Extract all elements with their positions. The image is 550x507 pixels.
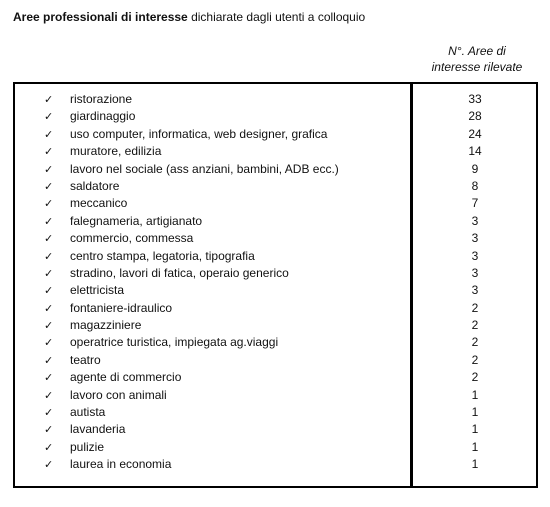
table-row (13, 230, 538, 247)
checkmark-icon: ✓ (44, 284, 54, 298)
table-row (13, 161, 538, 178)
count-column-header-line1: N°. Aree di (448, 44, 506, 58)
row-count: 2 (471, 352, 479, 367)
row-label: meccanico (70, 196, 128, 211)
count-column-header (412, 43, 542, 75)
table-row (13, 334, 538, 351)
checkmark-icon: ✓ (44, 197, 54, 211)
row-label: pulizie (70, 439, 105, 454)
row-count: 24 (468, 126, 482, 141)
row-label: autista (70, 405, 106, 420)
table-row (13, 404, 538, 421)
row-label: magazziniere (70, 318, 142, 333)
row-count: 9 (471, 161, 479, 176)
row-label: operatrice turistica, impiegata ag.viaggi (70, 335, 279, 350)
row-count: 3 (471, 231, 479, 246)
checkmark-icon: ✓ (44, 353, 54, 367)
table-body (13, 91, 538, 474)
table-row (13, 317, 538, 334)
checkmark-icon: ✓ (44, 440, 54, 454)
table-row (13, 439, 538, 456)
row-label: lavoro nel sociale (ass anziani, bambini, ADB ecc.) (70, 161, 339, 176)
table-row (13, 108, 538, 125)
table-row (13, 456, 538, 473)
row-label: lavoro con animali (70, 387, 167, 402)
table-row (13, 143, 538, 160)
table-row (13, 265, 538, 282)
checkmark-icon: ✓ (44, 214, 54, 228)
row-label: muratore, edilizia (70, 144, 162, 159)
row-label: uso computer, informatica, web designer, grafica (70, 126, 328, 141)
row-count: 2 (471, 335, 479, 350)
checkmark-icon: ✓ (44, 93, 54, 106)
row-label: lavanderia (70, 422, 126, 437)
row-count: 2 (471, 370, 479, 385)
title-rest-part: dichiarate dagli utenti a colloquio (187, 10, 366, 24)
row-label: fontaniere-idraulico (70, 300, 173, 315)
table-row (13, 248, 538, 265)
table-row (13, 126, 538, 143)
checkmark-icon: ✓ (44, 423, 54, 437)
row-label: agente di commercio (70, 370, 182, 385)
row-count: 1 (471, 422, 479, 437)
checkmark-icon: ✓ (44, 371, 54, 385)
table-row (13, 369, 538, 386)
table-row (13, 91, 538, 108)
row-count: 33 (468, 92, 482, 106)
row-label: teatro (70, 352, 101, 367)
count-column-header-line2: interesse rilevate (431, 60, 523, 74)
checkmark-icon: ✓ (44, 110, 54, 124)
row-count: 2 (471, 318, 479, 333)
row-count: 1 (471, 405, 479, 420)
checkmark-icon: ✓ (44, 388, 54, 402)
checkmark-icon: ✓ (44, 458, 54, 472)
checkmark-icon: ✓ (44, 145, 54, 159)
table-row (13, 178, 538, 195)
table-row (13, 387, 538, 404)
row-label: elettricista (70, 283, 125, 298)
checkmark-icon: ✓ (44, 319, 54, 333)
table-row (13, 282, 538, 299)
row-count: 1 (471, 457, 479, 472)
table-row (13, 300, 538, 317)
row-label: giardinaggio (70, 109, 136, 124)
row-count: 28 (468, 109, 482, 124)
checkmark-icon: ✓ (44, 406, 54, 420)
row-label: ristorazione (70, 92, 133, 106)
row-count: 7 (471, 196, 479, 211)
checkmark-icon: ✓ (44, 179, 54, 193)
table-row (13, 352, 538, 369)
title-bold-part: Aree professionali di interesse (13, 10, 188, 24)
table-row (13, 213, 538, 230)
checkmark-icon: ✓ (44, 301, 54, 315)
row-count: 1 (471, 387, 479, 402)
checkmark-icon: ✓ (44, 266, 54, 280)
row-count: 8 (471, 178, 479, 193)
row-label: centro stampa, legatoria, tipografia (70, 248, 255, 263)
row-count: 3 (471, 248, 479, 263)
checkmark-icon: ✓ (44, 249, 54, 263)
checkmark-icon: ✓ (44, 232, 54, 246)
row-label: saldatore (70, 178, 120, 193)
checkmark-icon: ✓ (44, 127, 54, 141)
row-count: 3 (471, 213, 479, 228)
row-count: 2 (471, 300, 479, 315)
checkmark-icon: ✓ (44, 336, 54, 350)
table-row (13, 421, 538, 438)
row-count: 1 (471, 439, 479, 454)
row-count: 14 (468, 144, 482, 159)
table-row (13, 195, 538, 212)
row-count: 3 (471, 283, 479, 298)
row-label: laurea in economia (70, 457, 172, 472)
page-title (13, 8, 365, 26)
row-label: falegnameria, artigianato (70, 213, 203, 228)
row-label: commercio, commessa (70, 231, 194, 246)
checkmark-icon: ✓ (44, 162, 54, 176)
row-count: 3 (471, 265, 479, 280)
row-label: stradino, lavori di fatica, operaio generico (70, 265, 289, 280)
